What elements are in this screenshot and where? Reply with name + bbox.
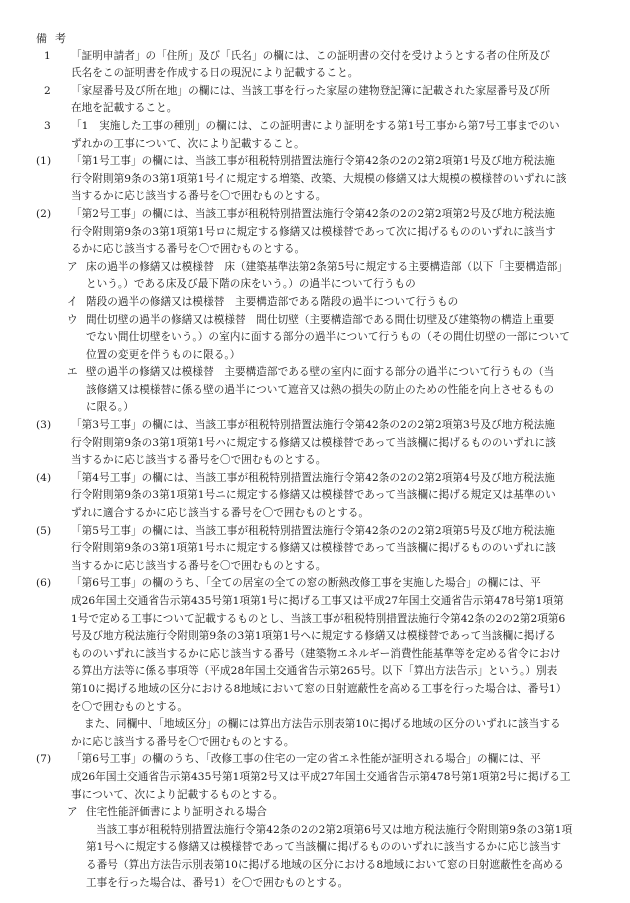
note-text: る番号（算出方法告示別表第10に掲げる地域の区分における8地域において窓の日射遮蔽性を高める xyxy=(86,858,565,871)
note-line xyxy=(0,48,630,66)
note-line xyxy=(0,188,630,206)
note-marker: 2 xyxy=(44,84,51,97)
note-text: 「第4号工事」の欄には、当該工事が租税特別措置法施行令第42条の2の2第2項第4号及び地方税法施 xyxy=(71,471,555,484)
note-line xyxy=(0,822,630,840)
note-marker: 3 xyxy=(44,119,51,132)
note-text: また、同欄中、「地域区分」の欄には算出方法告示別表第10に掲げる地域の区分のいずれに該当する xyxy=(84,718,561,731)
note-text: る算出方法等に係る事項等（平成28年国土交通省告示第265号。以下「算出方法告示」という。）別表 xyxy=(71,665,558,678)
note-text: 第10に掲げる地域の区分における8地域において窓の日射遮蔽性を高める工事を行った場合は、番号1） xyxy=(71,682,567,695)
note-text: 「第1号工事」の欄には、当該工事が租税特別措置法施行令第42条の2の2第2項第1号及び地方税法施 xyxy=(71,155,555,168)
note-marker: (4) xyxy=(36,471,52,484)
note-line xyxy=(0,347,630,365)
note-line xyxy=(0,646,630,664)
note-line xyxy=(0,136,630,154)
note-text: 行令附則第9条の3第1項第1号ニに規定する修繕又は模様替であって当該欄に掲げる規定又は基準のい xyxy=(71,489,556,502)
note-line xyxy=(0,470,630,488)
note-line xyxy=(0,435,630,453)
note-line xyxy=(0,259,630,277)
note-text: 当該工事が租税特別措置法施行令第42条の2の2第2項第6号又は地方税法施行令附則第9条の3第1項 xyxy=(96,823,573,836)
note-line xyxy=(0,787,630,805)
note-text: 床の過半の修繕又は模様替 床（建築基準法第2条第5号に規定する主要構造部（以下「主要構造部」 xyxy=(86,260,568,273)
note-line xyxy=(0,118,630,136)
note-line xyxy=(0,681,630,699)
notes-heading: 備考 xyxy=(36,32,74,45)
note-text: 間仕切壁の過半の修繕又は模様替 間仕切壁（主要構造部である間仕切壁及び建築物の構造上重要 xyxy=(86,313,555,326)
note-line xyxy=(0,628,630,646)
note-marker: (3) xyxy=(36,419,52,432)
note-text: 1号で定める工事について記載するものとし、当該工事が租税特別措置法施行令第42条の2の2第2項第6 xyxy=(71,612,566,625)
note-text: 「第3号工事」の欄には、当該工事が租税特別措置法施行令第42条の2の2第2項第3号及び地方税法施 xyxy=(71,419,555,432)
note-text: 当するかに応じ該当する番号を〇で囲むものとする。 xyxy=(71,190,327,203)
note-line xyxy=(0,206,630,224)
note-text: 氏名をこの証明書を作成する日の現況により記載すること。 xyxy=(71,67,359,80)
note-line xyxy=(0,734,630,752)
note-line xyxy=(0,505,630,523)
note-text: 位置の変更を伴うものに限る。） xyxy=(86,348,241,361)
note-line xyxy=(0,65,630,83)
note-marker: ウ xyxy=(67,313,78,326)
note-line xyxy=(0,875,630,893)
note-text: 第1号ヘに規定する修繕又は模様替であって当該欄に掲げるもののいずれに該当するかに応じ該当す xyxy=(86,841,562,854)
note-marker: イ xyxy=(67,295,78,308)
note-line xyxy=(0,241,630,259)
note-text: 号及び地方税法施行令附則第9条の3第1項第1号ヘに規定する修繕又は模様替であって当該欄に掲げる xyxy=(71,630,556,643)
note-line xyxy=(0,699,630,717)
note-line xyxy=(0,593,630,611)
note-text: 「第6号工事」の欄のうち、「改修工事の住宅の一定の省エネ性能が証明される場合」の欄には、平 xyxy=(71,753,541,766)
note-text: ずれに適合するかに応じ該当する番号を〇で囲むものとする。 xyxy=(71,507,370,520)
note-marker: (7) xyxy=(36,753,52,766)
note-text: 当するかに応じ該当する番号を〇で囲むものとする。 xyxy=(71,454,327,467)
note-text: でない間仕切壁をいう。）の室内に面する部分の過半について行うもの（その間仕切壁の一部について xyxy=(86,331,570,344)
note-line xyxy=(0,804,630,822)
note-line xyxy=(0,171,630,189)
note-marker: エ xyxy=(67,366,78,379)
note-line xyxy=(0,382,630,400)
note-text: 「家屋番号及び所在地」の欄には、当該工事を行った家屋の建物登記簿に記載された家屋番号及び所 xyxy=(71,84,550,97)
note-text: ずれかの工事について、次により記載すること。 xyxy=(71,137,305,150)
note-marker: ア xyxy=(67,260,78,273)
note-line xyxy=(0,540,630,558)
note-line xyxy=(0,452,630,470)
note-marker: 1 xyxy=(44,49,51,62)
note-text: 該修繕又は模様替に係る壁の過半について遮音又は熱の損失の防止のための性能を向上させるもの xyxy=(86,383,555,396)
note-text: 成26年国土交通省告示第435号第1項第2号又は平成27年国土交通省告示第478号第1項第2号に掲げる工 xyxy=(71,770,571,783)
note-text: 「証明申請者」の「住所」及び「氏名」の欄には、この証明書の交付を受けようとする者の住所及び xyxy=(71,49,550,62)
note-text: 行令附則第9条の3第1項第1号ホに規定する修繕又は模様替であって当該欄に掲げるもののいずれに該 xyxy=(71,542,556,555)
note-text: 「第2号工事」の欄には、当該工事が租税特別措置法施行令第42条の2の2第2項第2号及び地方税法施 xyxy=(71,207,555,220)
note-text: 住宅性能評価書により証明される場合 xyxy=(86,806,267,819)
note-line xyxy=(0,839,630,857)
note-text: 階段の過半の修繕又は模様替 主要構造部である階段の過半について行うもの xyxy=(86,295,459,308)
note-line xyxy=(0,364,630,382)
note-line xyxy=(0,100,630,118)
note-text: 行令附則第9条の3第1項第1号ロに規定する修繕又は模様替であって次に掲げるもののいずれに該当す xyxy=(71,225,556,238)
note-line xyxy=(0,294,630,312)
note-text: 「1 実施した工事の種別」の欄には、この証明書により証明をする第1号工事から第7号工事までのい xyxy=(71,119,560,132)
note-text: 工事を行った場合は、番号1）を〇で囲むものとする。 xyxy=(86,876,349,889)
note-marker: (6) xyxy=(36,577,52,590)
note-text: 行令附則第9条の3第1項第1号イに規定する増築、改築、大規模の修繕又は大規模の模様替のいずれに該 xyxy=(71,172,567,185)
note-text: かに応じ該当する番号を〇で囲むものとする。 xyxy=(71,735,295,748)
note-line xyxy=(0,769,630,787)
note-text: 在地を記載すること。 xyxy=(71,102,178,115)
note-line xyxy=(0,153,630,171)
note-line xyxy=(0,575,630,593)
note-text: るかに応じ該当する番号を〇で囲むものとする。 xyxy=(71,243,306,256)
note-line xyxy=(0,663,630,681)
note-text: もののいずれに該当するかに応じ該当する番号（建築物エネルギー消費性能基準等を定める省令におけ xyxy=(71,647,561,660)
note-marker: ア xyxy=(67,806,78,819)
note-line xyxy=(0,329,630,347)
document-page xyxy=(0,30,630,892)
note-text: という。）である床及び最下階の床をいう。）の過半について行うもの xyxy=(86,278,416,291)
note-line xyxy=(0,558,630,576)
note-text: 成26年国土交通省告示第435号第1項第1号に掲げる工事又は平成27年国土交通省告示第478号第1項第 xyxy=(71,595,564,607)
note-line xyxy=(0,487,630,505)
note-line xyxy=(0,276,630,294)
note-line xyxy=(0,417,630,435)
note-marker: (2) xyxy=(36,207,52,220)
note-line xyxy=(0,83,630,101)
note-marker: (1) xyxy=(36,155,52,168)
note-text: に限る。） xyxy=(86,401,134,414)
note-line xyxy=(0,716,630,734)
note-line xyxy=(0,312,630,330)
note-line xyxy=(0,224,630,242)
note-line xyxy=(0,751,630,769)
note-line xyxy=(0,523,630,541)
note-line xyxy=(0,399,630,417)
note-line xyxy=(0,611,630,629)
note-text: 「第5号工事」の欄には、当該工事が租税特別措置法施行令第42条の2の2第2項第5号及び地方税法施 xyxy=(71,524,555,537)
note-text: 壁の過半の修繕又は模様替 主要構造部である壁の室内に面する部分の過半について行うもの（当 xyxy=(86,366,555,379)
note-text: 行令附則第9条の3第1項第1号ハに規定する修繕又は模様替であって当該欄に掲げるもののいずれに該 xyxy=(71,436,556,449)
note-text: 事について、次により記載するものとする。 xyxy=(71,788,284,801)
note-text: を〇で囲むものとする。 xyxy=(71,700,189,713)
note-text: 「第6号工事」の欄のうち、「全ての居室の全ての窓の断熱改修工事を実施した場合」の欄には、平 xyxy=(71,577,541,590)
note-text: 当するかに応じ該当する番号を〇で囲むものとする。 xyxy=(71,559,327,572)
note-marker: (5) xyxy=(36,524,52,537)
note-line xyxy=(0,857,630,875)
